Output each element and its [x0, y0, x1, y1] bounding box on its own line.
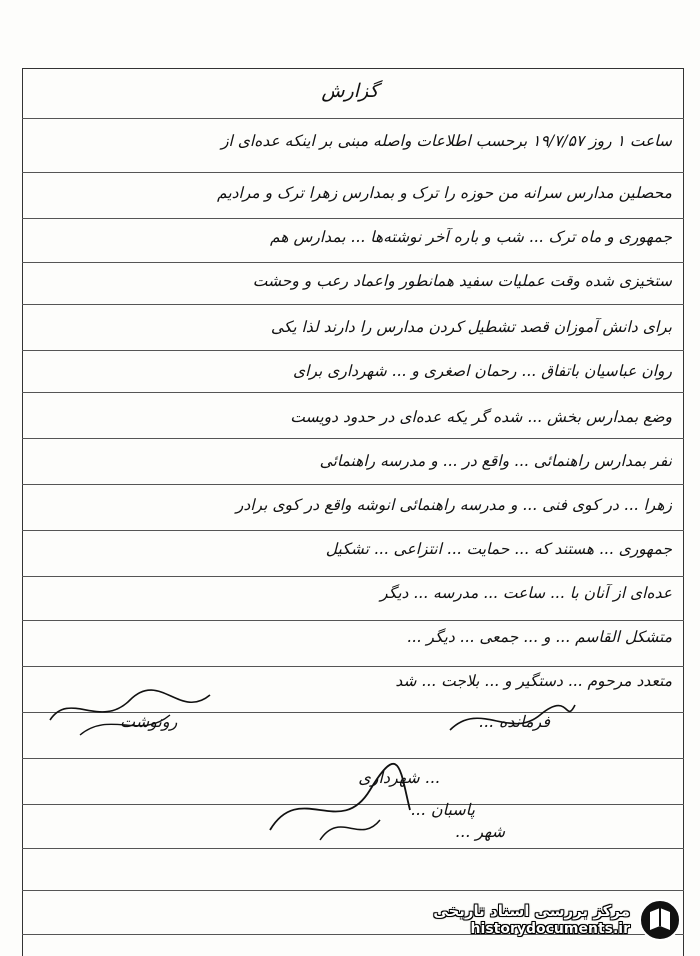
ruled-line	[22, 118, 684, 119]
signature-4: رونوشت	[120, 712, 178, 731]
ruled-line	[22, 304, 684, 305]
ruled-line	[22, 484, 684, 485]
text-line-13: متعدد مرحوم ... دستگیر و ... بلاجت ... شد	[395, 672, 672, 690]
text-line-5: برای دانش آموزان قصد تشطیل کردن مدارس را دارند لذا یکی	[270, 318, 672, 336]
text-line-12: متشکل القاسم ... و ... جمعی ... دیگر ...	[406, 628, 672, 646]
signature-5: شهر ...	[455, 822, 505, 841]
document-title: گزارش	[321, 80, 379, 102]
signature-1: فرمانده ...	[478, 712, 550, 731]
signature-3: پاسبان ...	[410, 800, 475, 819]
text-line-7: وضع بمدارس بخش ... شده گر یکه عده‌ای در حدود دویست	[290, 408, 672, 426]
text-line-10: جمهوری ... هستند که ... حمایت ... انتزاعی ... تشکیل	[325, 540, 672, 558]
text-line-6: روان عباسیان باتفاق ... رحمان اصغری و ... شهرداری برای	[293, 362, 672, 380]
ruled-line	[22, 890, 684, 891]
ruled-line	[22, 530, 684, 531]
ruled-line	[22, 172, 684, 173]
text-line-9: زهرا ... در کوی فنی ... و مدرسه راهنمائی انوشه واقع در کوی برادر	[235, 496, 672, 514]
text-line-1: ساعت ۱ روز ۱۹/۷/۵۷ برحسب اطلاعات واصله مبنی بر اینکه عده‌ای از	[221, 132, 672, 150]
signature-scribble-right	[440, 690, 580, 750]
signature-scribble-left	[40, 680, 220, 740]
ruled-line	[22, 620, 684, 621]
page-border-top	[22, 68, 684, 69]
text-line-8: نفر بمدارس راهنمائی ... واقع در ... و مدرسه راهنمائی	[319, 452, 672, 470]
text-line-4: ستخیزی شده‌ وقت عملیات سفید همانطور واعماد رعب و وحشت	[252, 272, 672, 290]
ruled-line	[22, 350, 684, 351]
text-line-11: عده‌ای از آنان با ... ساعت ... مدرسه ... دیگر	[380, 584, 672, 602]
signature-scribble-center	[260, 760, 420, 850]
ruled-line	[22, 218, 684, 219]
archive-logo-icon	[638, 898, 682, 942]
ruled-line	[22, 666, 684, 667]
ruled-line	[22, 576, 684, 577]
ruled-line	[22, 438, 684, 439]
text-line-2: محصلین مدارس سرانه‌ من حوزه را ترک و بمدارس زهرا ترک و مرادیم	[217, 184, 672, 202]
ruled-line	[22, 758, 684, 759]
ruled-line	[22, 392, 684, 393]
text-line-3: جمهوری و ماه ترک ... شب و باره آخر نوشته‌ها ... بمدارس هم	[270, 228, 672, 246]
signature-2: ... شهرداری	[358, 768, 440, 787]
watermark-url: historydocuments.ir	[470, 920, 630, 937]
page-border-right	[683, 68, 684, 956]
archive-watermark	[433, 898, 682, 942]
ruled-line	[22, 262, 684, 263]
watermark-title: مرکز بررسی اسناد تاریخی	[433, 901, 630, 920]
